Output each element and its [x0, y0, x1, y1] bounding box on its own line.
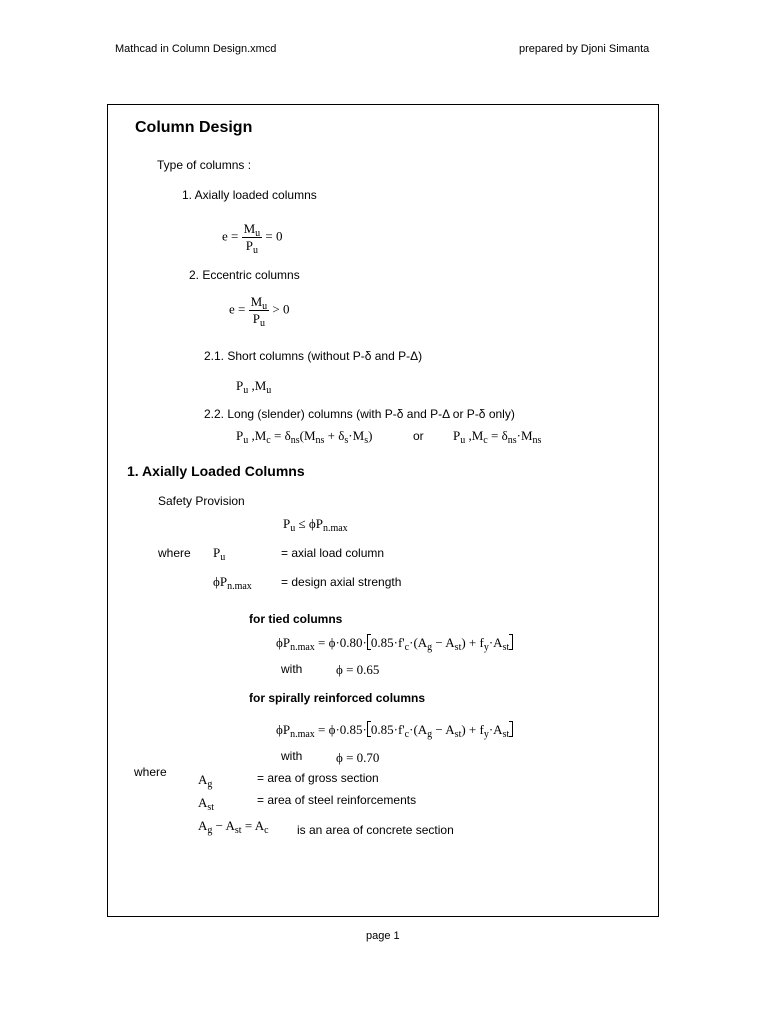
types-label: Type of columns : [157, 158, 252, 172]
definition-pu: = axial load column [281, 546, 385, 560]
spiral-phi-value: ϕ = 0.70 [336, 750, 380, 765]
document-filename: Mathcad in Column Design.xmcd [115, 43, 277, 55]
long-columns-equation-a: $P_u$ $,M_c = \delta_{ns}(M_{ns} + \delta_s\cdot M_s)$ [236, 428, 373, 446]
type-long-columns: 2.2. Long (slender) columns (with P-δ and P-Δ or P-δ only) [204, 407, 515, 421]
with-label-1: with [281, 662, 303, 676]
type-axially-loaded: 1. Axially loaded columns [182, 188, 317, 202]
page-number: page 1 [366, 930, 400, 942]
tied-columns-equation: $\phi P_{n.max} = \phi\cdot 0.80\cdot 0.85\cdot f'_c\cdot(A_g - A_{st}) + f_y\cdot A_{st}$ [276, 634, 513, 651]
tied-columns-title: for tied columns [249, 612, 343, 626]
safety-provision-label: Safety Provision [158, 494, 245, 508]
short-columns-forces: $P_u$ $,M_u$ [236, 378, 272, 396]
type-short-columns: 2.1. Short columns (without P-δ and P-Δ) [204, 349, 423, 363]
section-title: Column Design [135, 119, 253, 136]
where-label-1: where [158, 546, 191, 560]
definition-ag: = area of gross section [257, 771, 379, 785]
spiral-columns-equation: $\phi P_{n.max} = \phi\cdot 0.85\cdot 0.85\cdot f'_c\cdot(A_g - A_{st}) + f_y\cdot A_{st}$ [276, 721, 513, 738]
eccentricity-eccentric-equation: e = $\frac{M_u}{P_u}$ > 0 [229, 294, 290, 329]
long-columns-equation-b: $P_u$ $,M_c = \delta_{ns}\cdot M_{ns}$ [453, 428, 542, 446]
definition-phi-pn-max: = design axial strength [281, 575, 402, 589]
definition-ast: = area of steel reinforcements [257, 793, 417, 807]
safety-equation: $P_u \le \phi P_{n.max}$ [283, 516, 348, 534]
symbol-ag: $A_g$ [198, 772, 213, 790]
symbol-pu: $P_u$ [213, 545, 226, 563]
where-label-2: where [134, 765, 167, 779]
or-label: or [413, 429, 424, 443]
section-axially-loaded-title: 1. Axially Loaded Columns [127, 463, 305, 479]
document-author: prepared by Djoni Simanta [519, 43, 650, 55]
spiral-columns-title: for spirally reinforced columns [249, 691, 426, 705]
symbol-phi-pn-max: $\phi P_{n.max}$ [213, 574, 252, 592]
symbol-ast: $A_{st}$ [198, 795, 215, 813]
symbol-concrete-area: $A_g - A_{st} = A_c$ [198, 818, 269, 836]
tied-phi-value: ϕ = 0.65 [336, 662, 380, 677]
with-label-2: with [281, 749, 303, 763]
eccentricity-axial-equation: e = $\frac{M_u}{P_u}$ = 0 [222, 221, 283, 256]
definition-concrete-area: is an area of concrete section [297, 823, 454, 837]
type-eccentric: 2. Eccentric columns [189, 268, 300, 282]
